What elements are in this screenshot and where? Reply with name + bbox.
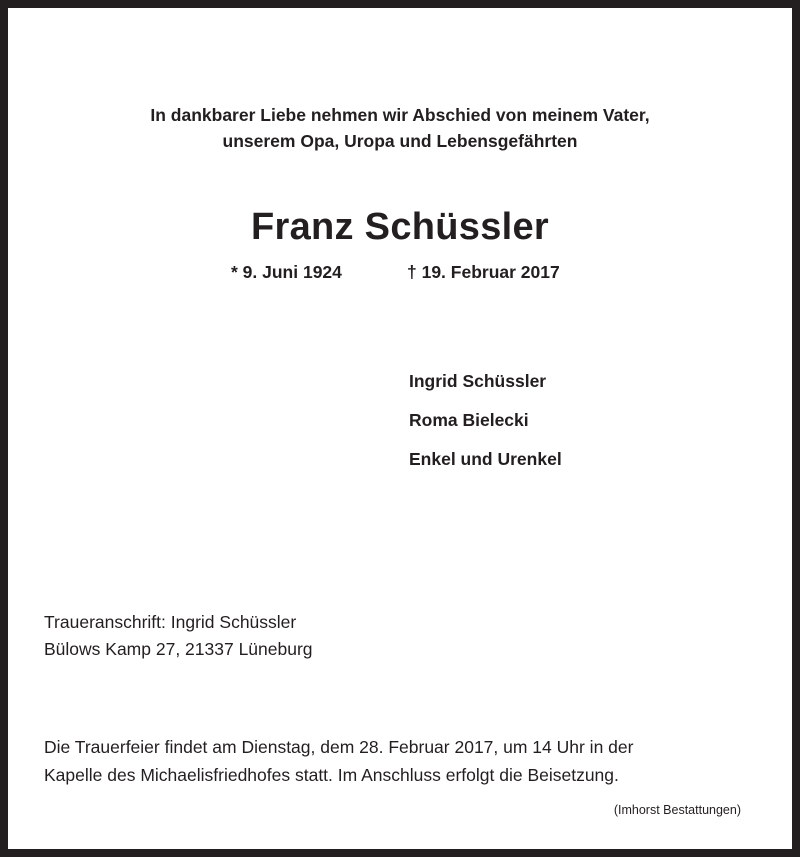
funeral-home: (Imhorst Bestattungen)	[613, 803, 741, 817]
mourning-address	[44, 609, 313, 663]
mourner-item: Ingrid Schüssler	[409, 371, 547, 391]
death-date: † 19. Februar 2017	[407, 262, 560, 282]
service-info	[44, 733, 633, 789]
intro-line-2: unserem Opa, Uropa und Lebensgefährten	[222, 131, 578, 151]
intro-text	[8, 102, 792, 154]
service-line-1: Die Trauerfeier findet am Dienstag, dem 28. Februar 2017, um 14 Uhr in der	[44, 737, 634, 757]
address-line-2: Bülows Kamp 27, 21337 Lüneburg	[44, 639, 313, 659]
intro-line-1: In dankbarer Liebe nehmen wir Abschied von meinem Vater,	[150, 105, 650, 125]
mourner-item: Roma Bielecki	[409, 410, 529, 430]
address-line-1: Traueranschrift: Ingrid Schüssler	[44, 612, 297, 632]
deceased-name: Franz Schüssler	[250, 206, 550, 248]
service-line-2: Kapelle des Michaelisfriedhofes statt. Im Anschluss erfolgt die Beisetzung.	[44, 765, 619, 785]
birth-date: * 9. Juni 1924	[231, 262, 342, 282]
mourner-item: Enkel und Urenkel	[409, 449, 562, 469]
mourners-list	[409, 370, 562, 487]
